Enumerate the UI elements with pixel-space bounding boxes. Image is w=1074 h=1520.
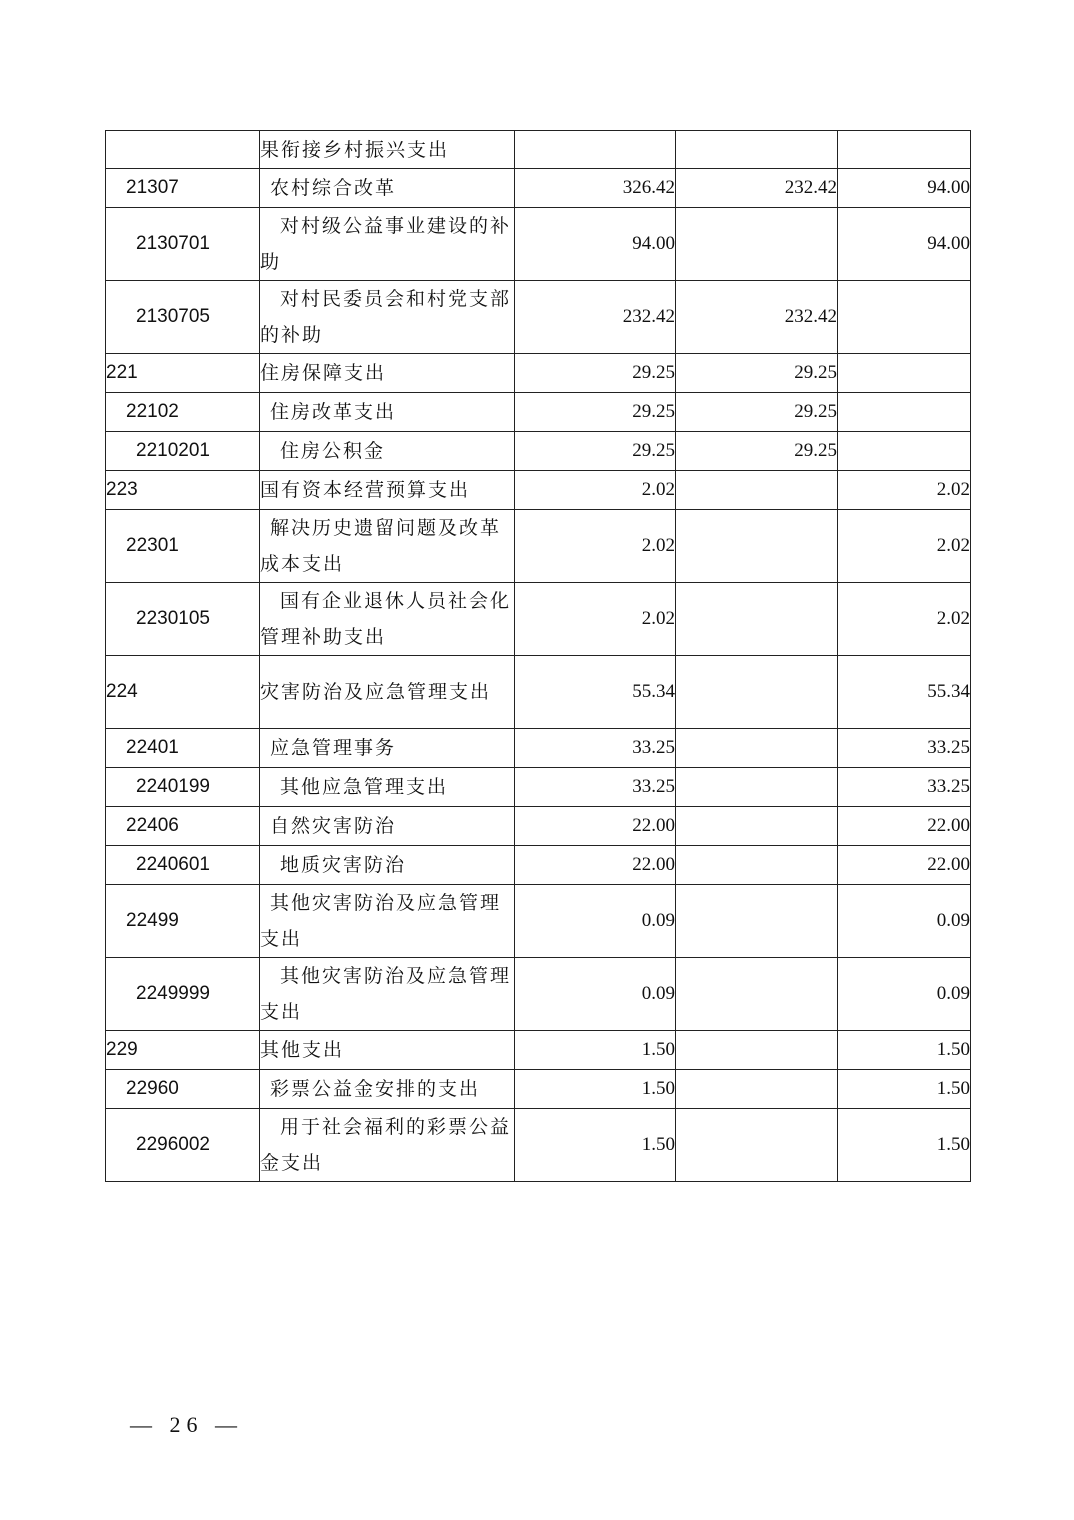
subject-code-cell: 2240601 — [106, 846, 260, 885]
subject-code-cell: 2210201 — [106, 432, 260, 471]
table-row — [106, 1109, 971, 1182]
subject-code-cell: 2130705 — [106, 281, 260, 354]
subject-name-text: 住房公积金 — [280, 440, 386, 462]
table-row — [106, 393, 971, 432]
subject-name-text: 地质灾害防治 — [280, 854, 407, 876]
project-expenditure-cell: 94.00 — [838, 169, 971, 208]
basic-expenditure-cell — [676, 768, 838, 807]
basic-expenditure-cell: 232.42 — [676, 169, 838, 208]
project-expenditure-cell: 33.25 — [838, 768, 971, 807]
subject-name-text: 其他灾害防治及应急管理支出 — [260, 965, 512, 1023]
subject-code-cell — [106, 131, 260, 169]
subject-name-text: 解决历史遗留问题及改革成本支出 — [260, 517, 502, 575]
budget-expenditure-table — [105, 130, 971, 1182]
table-row — [106, 510, 971, 583]
project-expenditure-cell: 22.00 — [838, 807, 971, 846]
basic-expenditure-cell: 29.25 — [676, 393, 838, 432]
subject-name-text: 其他灾害防治及应急管理支出 — [260, 892, 502, 950]
subject-code-cell: 223 — [106, 471, 260, 510]
table-row — [106, 885, 971, 958]
project-expenditure-cell: 55.34 — [838, 656, 971, 729]
project-expenditure-cell — [838, 354, 971, 393]
total-amount-cell: 232.42 — [515, 281, 676, 354]
table-row — [106, 583, 971, 656]
subject-name-cell — [260, 393, 515, 432]
subject-code-cell: 221 — [106, 354, 260, 393]
subject-name-text: 应急管理事务 — [270, 737, 397, 759]
subject-name-cell — [260, 768, 515, 807]
basic-expenditure-cell — [676, 1031, 838, 1070]
project-expenditure-cell: 0.09 — [838, 885, 971, 958]
subject-code-cell: 2240199 — [106, 768, 260, 807]
basic-expenditure-cell — [676, 807, 838, 846]
subject-code-cell: 2249999 — [106, 958, 260, 1031]
subject-code-cell: 22301 — [106, 510, 260, 583]
total-amount-cell: 1.50 — [515, 1070, 676, 1109]
subject-name-cell — [260, 131, 515, 169]
total-amount-cell — [515, 131, 676, 169]
page-number: — 26 — — [130, 1412, 243, 1437]
total-amount-cell: 33.25 — [515, 768, 676, 807]
subject-name-text: 其他应急管理支出 — [280, 776, 449, 798]
project-expenditure-cell: 0.09 — [838, 958, 971, 1031]
subject-name-text: 彩票公益金安排的支出 — [270, 1078, 481, 1100]
table-row — [106, 208, 971, 281]
subject-code-cell: 22499 — [106, 885, 260, 958]
basic-expenditure-cell: 29.25 — [676, 432, 838, 471]
project-expenditure-cell — [838, 281, 971, 354]
subject-name-text: 农村综合改革 — [270, 177, 397, 199]
subject-name-cell — [260, 1031, 515, 1070]
total-amount-cell: 55.34 — [515, 656, 676, 729]
total-amount-cell: 29.25 — [515, 354, 676, 393]
subject-name-text: 对村级公益事业建设的补助 — [260, 215, 512, 273]
subject-name-cell — [260, 1109, 515, 1182]
project-expenditure-cell: 22.00 — [838, 846, 971, 885]
subject-name-cell — [260, 208, 515, 281]
subject-name-cell — [260, 656, 515, 729]
table-row — [106, 807, 971, 846]
basic-expenditure-cell: 232.42 — [676, 281, 838, 354]
subject-code-cell: 2230105 — [106, 583, 260, 656]
basic-expenditure-cell — [676, 1109, 838, 1182]
subject-name-cell — [260, 1070, 515, 1109]
subject-name-text: 其他支出 — [260, 1039, 345, 1061]
subject-name-cell — [260, 510, 515, 583]
subject-name-cell — [260, 471, 515, 510]
total-amount-cell: 29.25 — [515, 432, 676, 471]
total-amount-cell: 22.00 — [515, 807, 676, 846]
basic-expenditure-cell — [676, 471, 838, 510]
subject-code-cell: 229 — [106, 1031, 260, 1070]
table-row — [106, 131, 971, 169]
project-expenditure-cell: 94.00 — [838, 208, 971, 281]
basic-expenditure-cell — [676, 208, 838, 281]
subject-name-cell — [260, 169, 515, 208]
table-row — [106, 958, 971, 1031]
table-body — [106, 131, 971, 1182]
project-expenditure-cell: 1.50 — [838, 1031, 971, 1070]
total-amount-cell: 1.50 — [515, 1031, 676, 1070]
table-row — [106, 1070, 971, 1109]
basic-expenditure-cell — [676, 958, 838, 1031]
subject-name-text: 住房改革支出 — [270, 401, 397, 423]
project-expenditure-cell: 1.50 — [838, 1070, 971, 1109]
project-expenditure-cell: 2.02 — [838, 471, 971, 510]
subject-name-text: 果衔接乡村振兴支出 — [260, 138, 450, 161]
basic-expenditure-cell — [676, 885, 838, 958]
subject-code-cell: 22102 — [106, 393, 260, 432]
subject-code-cell: 224 — [106, 656, 260, 729]
table-row — [106, 656, 971, 729]
total-amount-cell: 0.09 — [515, 958, 676, 1031]
project-expenditure-cell — [838, 432, 971, 471]
subject-name-text: 住房保障支出 — [260, 362, 387, 384]
subject-code-cell: 22406 — [106, 807, 260, 846]
total-amount-cell: 2.02 — [515, 510, 676, 583]
table-row — [106, 432, 971, 471]
total-amount-cell: 33.25 — [515, 729, 676, 768]
table-row — [106, 846, 971, 885]
subject-code-cell: 22960 — [106, 1070, 260, 1109]
table-row — [106, 471, 971, 510]
project-expenditure-cell: 33.25 — [838, 729, 971, 768]
total-amount-cell: 0.09 — [515, 885, 676, 958]
table-row — [106, 281, 971, 354]
subject-name-cell — [260, 432, 515, 471]
subject-code-cell: 2296002 — [106, 1109, 260, 1182]
table-row — [106, 768, 971, 807]
subject-name-text: 国有资本经营预算支出 — [260, 479, 471, 501]
total-amount-cell: 1.50 — [515, 1109, 676, 1182]
basic-expenditure-cell — [676, 846, 838, 885]
subject-code-cell: 21307 — [106, 169, 260, 208]
table-row — [106, 169, 971, 208]
subject-name-text: 用于社会福利的彩票公益金支出 — [260, 1116, 512, 1174]
subject-name-text: 对村民委员会和村党支部的补助 — [260, 288, 512, 346]
subject-code-cell: 2130701 — [106, 208, 260, 281]
project-expenditure-cell — [838, 131, 971, 169]
basic-expenditure-cell: 29.25 — [676, 354, 838, 393]
total-amount-cell: 2.02 — [515, 471, 676, 510]
subject-name-cell — [260, 281, 515, 354]
project-expenditure-cell: 1.50 — [838, 1109, 971, 1182]
total-amount-cell: 94.00 — [515, 208, 676, 281]
subject-name-cell — [260, 846, 515, 885]
subject-name-text: 自然灾害防治 — [270, 815, 397, 837]
project-expenditure-cell: 2.02 — [838, 583, 971, 656]
subject-name-text: 国有企业退休人员社会化管理补助支出 — [260, 590, 512, 648]
project-expenditure-cell — [838, 393, 971, 432]
subject-name-cell — [260, 807, 515, 846]
total-amount-cell: 2.02 — [515, 583, 676, 656]
subject-name-cell — [260, 958, 515, 1031]
subject-name-cell — [260, 354, 515, 393]
subject-code-cell: 22401 — [106, 729, 260, 768]
total-amount-cell: 22.00 — [515, 846, 676, 885]
subject-name-cell — [260, 729, 515, 768]
table-row — [106, 1031, 971, 1070]
basic-expenditure-cell — [676, 131, 838, 169]
total-amount-cell: 326.42 — [515, 169, 676, 208]
project-expenditure-cell: 2.02 — [838, 510, 971, 583]
table-row — [106, 354, 971, 393]
table-row — [106, 729, 971, 768]
subject-name-cell — [260, 885, 515, 958]
total-amount-cell: 29.25 — [515, 393, 676, 432]
basic-expenditure-cell — [676, 729, 838, 768]
subject-name-text: 灾害防治及应急管理支出 — [260, 681, 492, 703]
basic-expenditure-cell — [676, 510, 838, 583]
basic-expenditure-cell — [676, 583, 838, 656]
basic-expenditure-cell — [676, 1070, 838, 1109]
subject-name-cell — [260, 583, 515, 656]
basic-expenditure-cell — [676, 656, 838, 729]
